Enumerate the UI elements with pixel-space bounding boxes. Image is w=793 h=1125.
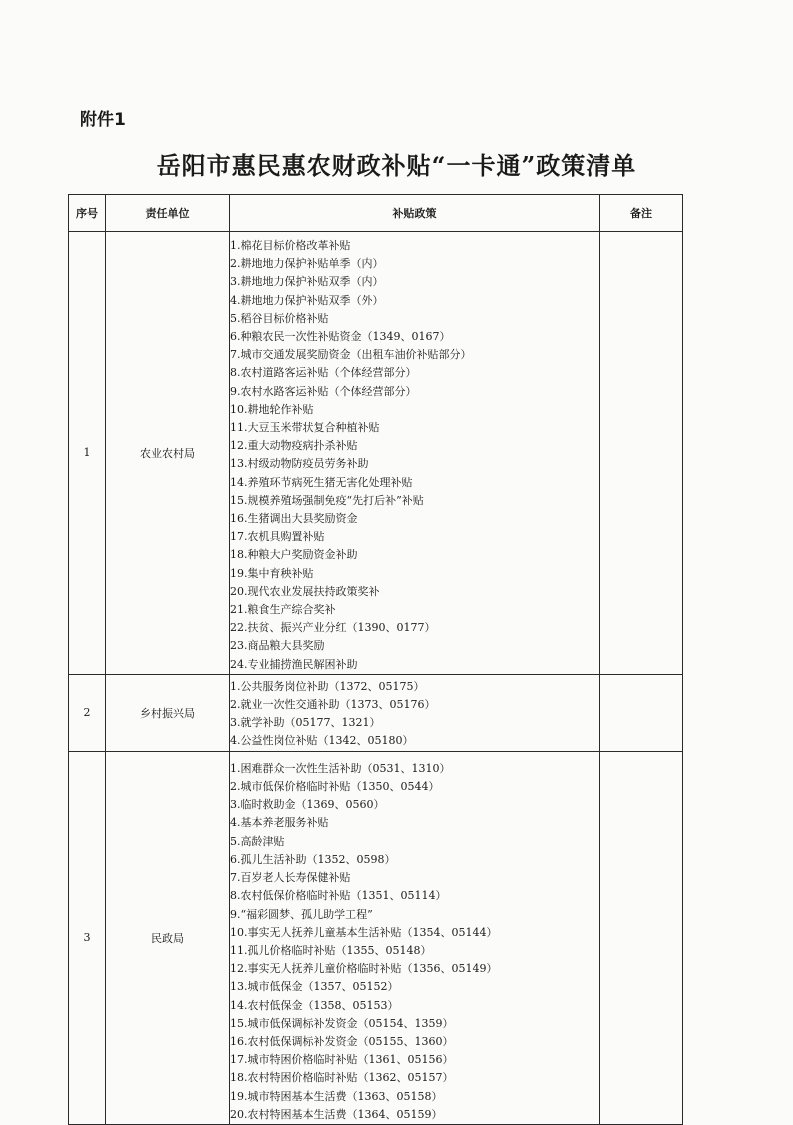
policy-item: 16.生猪调出大县奖励资金 [230,512,358,526]
row-number: 2 [69,674,106,751]
policy-item: 3.就学补助（05177、1321） [230,716,381,730]
policy-item: 14.养殖环节病死生猪无害化处理补贴 [230,475,413,489]
policy-item: 18.农村特困价格临时补贴（1362、05157） [230,1071,454,1085]
policy-list [230,760,599,1124]
policy-item: 19.城市特困基本生活费（1363、05158） [230,1089,443,1103]
policy-item: 24.专业捕捞渔民解困补助 [230,657,358,671]
policy-item: 3.耕地地力保护补贴双季（内） [230,275,384,289]
policy-cell [230,674,600,751]
policy-item: 18.种粮大户奖励资金补助 [230,548,358,562]
policy-item: 20.农村特困基本生活费（1364、05159） [230,1107,443,1121]
policy-item: 3.临时救助金（1369、0560） [230,798,385,812]
table-row [69,751,683,1124]
note-cell [600,232,683,675]
policy-item: 11.大豆玉米带状复合种植补贴 [230,421,380,435]
policy-item: 1.困难群众一次性生活补助（0531、1310） [230,761,451,775]
policy-item: 11.孤儿价格临时补贴（1355、05148） [230,943,432,957]
policy-item: 12.事实无人抚养儿童价格临时补贴（1356、05149） [230,962,498,976]
policy-item: 5.高龄津贴 [230,834,285,848]
policy-item: 15.规模养殖场强制免疫“先打后补”补贴 [230,493,424,507]
policy-item: 20.现代农业发展扶持政策奖补 [230,584,380,598]
header-unit: 责任单位 [106,195,230,232]
policy-item: 6.种粮农民一次性补贴资金（1349、0167） [230,330,451,344]
policy-item: 4.公益性岗位补贴（1342、05180） [230,734,414,748]
policy-item: 13.城市低保金（1357、05152） [230,980,399,994]
document-title: 岳阳市惠民惠农财政补贴“一卡通”政策清单 [156,151,637,180]
responsible-unit: 民政局 [106,751,230,1124]
policy-item: 2.城市低保价格临时补贴（1350、0544） [230,780,440,794]
table-row [69,232,683,675]
header-no: 序号 [69,195,106,232]
policy-item: 14.农村低保金（1358、05153） [230,998,399,1012]
policy-item: 2.耕地地力保护补贴单季（内） [230,257,384,271]
policy-item: 8.农村道路客运补贴（个体经营部分） [230,366,417,380]
policy-item: 12.重大动物疫病扑杀补贴 [230,439,358,453]
policy-item: 23.商品粮大县奖励 [230,639,325,653]
row-number: 3 [69,751,106,1124]
header-policy: 补贴政策 [230,195,600,232]
policy-item: 17.农机具购置补贴 [230,530,325,544]
policy-item: 6.孤儿生活补助（1352、0598） [230,852,396,866]
policy-cell [230,232,600,675]
policy-item: 22.扶贫、振兴产业分红（1390、0177） [230,621,436,635]
policy-table [68,194,683,1125]
policy-item: 19.集中育秧补贴 [230,566,314,580]
policy-item: 9.“福彩圆梦、孤儿助学工程” [230,907,373,921]
policy-item: 9.农村水路客运补贴（个体经营部分） [230,384,417,398]
policy-item: 15.城市低保调标补发资金（05154、1359） [230,1016,454,1030]
policy-item: 5.稻谷目标价格补贴 [230,311,329,325]
policy-cell [230,751,600,1124]
policy-item: 1.棉花目标价格改革补贴 [230,239,351,252]
note-cell [600,751,683,1124]
policy-item: 4.耕地地力保护补贴双季（外） [230,293,384,307]
policy-item: 21.粮食生产综合奖补 [230,603,336,617]
policy-item: 1.公共服务岗位补助（1372、05175） [230,679,425,693]
policy-item: 17.城市特困价格临时补贴（1361、05156） [230,1053,454,1067]
responsible-unit: 乡村振兴局 [106,674,230,751]
policy-item: 4.基本养老服务补贴 [230,816,329,830]
policy-item: 16.农村低保调标补发资金（05155、1360） [230,1034,454,1048]
note-cell [600,674,683,751]
policy-list [230,678,599,751]
policy-list [230,237,599,674]
row-number: 1 [69,232,106,675]
policy-item: 2.就业一次性交通补助（1373、05176） [230,698,436,712]
policy-item: 8.农村低保价格临时补贴（1351、05114） [230,889,447,903]
policy-item: 7.城市交通发展奖励资金（出租车油价补贴部分） [230,348,472,362]
policy-item: 10.耕地轮作补贴 [230,402,314,416]
table-header-row [69,195,683,232]
annex-label: 附件1 [80,110,126,130]
table-row [69,674,683,751]
policy-item: 10.事实无人抚养儿童基本生活补贴（1354、05144） [230,925,498,939]
policy-item: 7.百岁老人长寿保健补贴 [230,871,351,885]
header-note: 备注 [600,195,683,232]
responsible-unit: 农业农村局 [106,232,230,675]
policy-item: 13.村级动物防疫员劳务补助 [230,457,369,471]
